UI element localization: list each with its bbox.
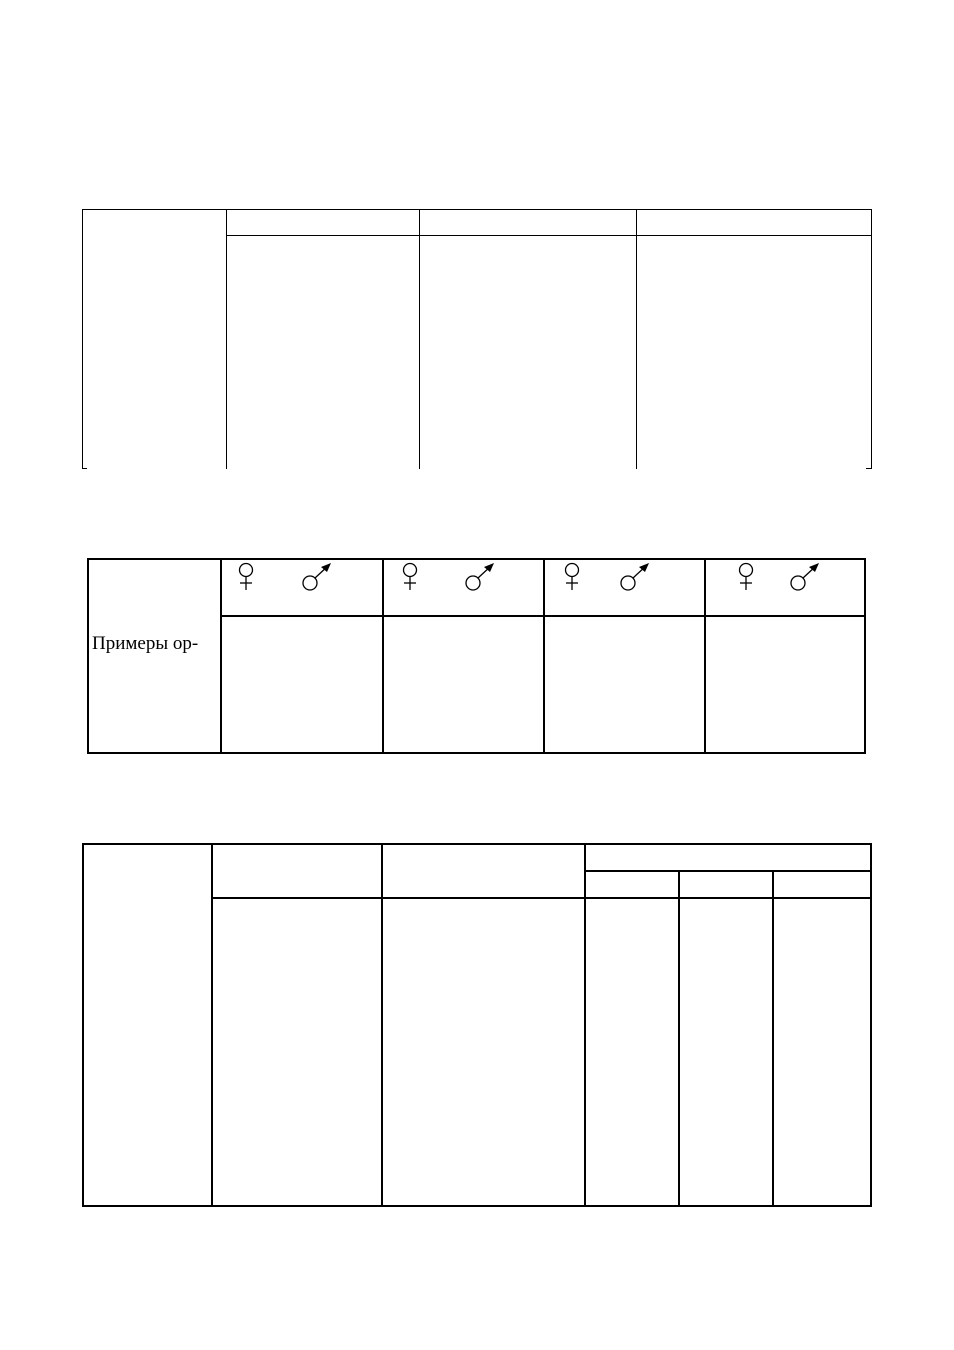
male-symbol-icon bbox=[463, 561, 497, 593]
table-3-col-divider-4 bbox=[678, 870, 680, 1207]
table-1-col-divider-2 bbox=[419, 209, 420, 469]
female-symbol-icon bbox=[735, 561, 757, 593]
table-1-bottom-right-tick bbox=[866, 468, 872, 469]
table-1-top-border bbox=[82, 209, 872, 210]
table-3-col-divider-1 bbox=[211, 843, 213, 1207]
female-symbol-icon bbox=[235, 561, 257, 593]
table-1-col-divider-1 bbox=[226, 209, 227, 469]
table-2-col-divider-3 bbox=[543, 558, 545, 754]
male-symbol-icon bbox=[618, 561, 652, 593]
female-symbol-icon bbox=[561, 561, 583, 593]
table-3-right-border bbox=[870, 843, 872, 1207]
table-1-bottom-left-tick bbox=[82, 468, 87, 469]
table-3-col-divider-5 bbox=[772, 870, 774, 1207]
table-1-header-separator bbox=[226, 235, 872, 236]
table-1-left-border bbox=[82, 209, 83, 469]
table-3-bottom-border bbox=[82, 1205, 872, 1207]
table-1-col-divider-3 bbox=[636, 209, 637, 469]
table-2-col-divider-4 bbox=[704, 558, 706, 754]
table-2-row-label: Примеры ор- bbox=[92, 633, 199, 654]
table-2-left-border bbox=[87, 558, 89, 754]
table-2-right-border bbox=[864, 558, 866, 754]
table-3-left-border bbox=[82, 843, 84, 1207]
table-2-top-border bbox=[87, 558, 866, 560]
male-symbol-icon bbox=[300, 561, 334, 593]
female-symbol-icon bbox=[399, 561, 421, 593]
table-3-col-divider-2 bbox=[381, 843, 383, 1207]
table-3-top-border bbox=[82, 843, 872, 845]
table-2-col-divider-2 bbox=[382, 558, 384, 754]
male-symbol-icon bbox=[788, 561, 822, 593]
table-3-col-divider-3 bbox=[584, 843, 586, 1207]
table-3-subheader-separator bbox=[584, 870, 872, 872]
table-1-right-border bbox=[871, 209, 872, 469]
table-2-col-divider-1 bbox=[220, 558, 222, 754]
table-2-bottom-border bbox=[87, 752, 866, 754]
